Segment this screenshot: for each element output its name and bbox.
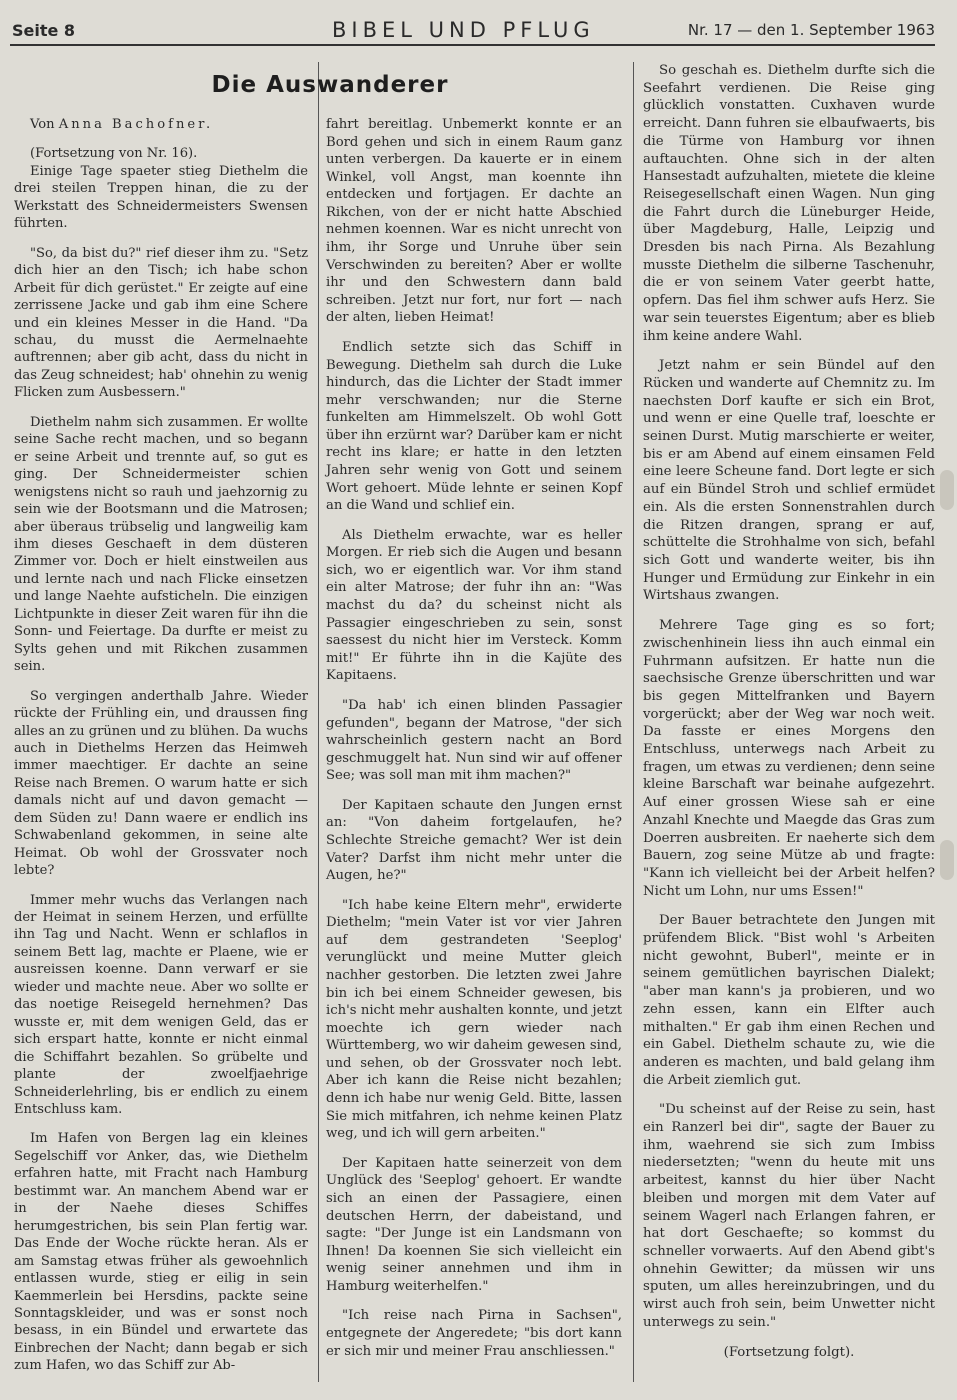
issue-date: Nr. 17 — den 1. September 1963 bbox=[687, 21, 935, 39]
text-column-1 bbox=[14, 116, 308, 1387]
column-divider bbox=[318, 62, 319, 1382]
paragraph: So geschah es. Diethelm durfte sich die Seefahrt verdienen. Die Reise ging glücklich vonstatten. Cuxhaven wurde erreicht. Dann fuhren sie elbaufwaerts, bis die Türme von Hamburg vor ihnen auftauchten. Ohne sich in der alten Hansestadt aufzuhalten, mietete die kleine Reisegesellschaft einen Wagen. Nun ging die Fahrt durch die Lüneburger Heide, über Magdeburg, Halle, Leipzig und Dresden bis nach Pirna. Als Bezahlung musste Diethelm die silberne Taschenuhr, die er von seinem Vater geerbt hatte, opfern. Das fiel ihm schwer aufs Herz. Sie war sein teuerstes Eigentum; aber es blieb ihm keine andere Wahl. bbox=[643, 63, 935, 344]
text-column-2 bbox=[326, 116, 622, 1372]
continuation-note: (Fortsetzung von Nr. 16). bbox=[30, 146, 198, 162]
paragraph: fahrt bereitlag. Unbemerkt konnte er an Bord gehen und sich in einem Raum ganz unten verbergen. Da kauerte er in einem Winkel, voll Angst, man koennte ihn entdecken und fortjagen. Er dachte an Rikchen, von der er nicht hatte Abschied nehmen koennen. War es nicht unrecht von ihm, ihr Sorge und Unruhe über sein Verschwinden zu bereiten? Aber er wollte ihr und den Schwestern dann bald schreiben. Jetzt nur fort, nur fort — nach der alten, lieben Heimat! bbox=[326, 117, 622, 326]
paragraph: Endlich setzte sich das Schiff in Bewegung. Diethelm sah durch die Luke hindurch, das die Lichter der Stadt immer mehr verschwanden; nur die Sterne funkelten am Himmelszelt. Ob wohl Gott über ihn erzürnt war? Darüber kam er nicht recht ins klare; er hatte in den letzten Jahren sehr wenig von Gott und seinem Wort gehoert. Müde lehnte er seinen Kopf an die Wand und schlief ein. bbox=[326, 339, 622, 514]
paragraph: Der Bauer betrachtete den Jungen mit prüfendem Blick. "Bist wohl 's Arbeiten nicht gewohnt, Buberl", meinte er in seinem gemütlichen bayrischen Dialekt; "aber man kann's ja probieren, und wo zehn essen, kann ein Elfter auch mithalten." Er gab ihm einen Rechen und ein Gabel. Diethelm schaute zu, wie die anderen es machten, und bald gelang ihm die Arbeit ziemlich gut. bbox=[643, 913, 935, 1088]
publication-title: BIBEL UND PFLUG bbox=[332, 18, 595, 42]
text-column-3 bbox=[643, 62, 935, 1373]
byline-prefix: Von bbox=[30, 117, 55, 132]
column-divider bbox=[633, 62, 634, 1382]
paragraph: Immer mehr wuchs das Verlangen nach der Heimat in seinem Herzen, und erfüllte ihn Tag und Nacht. Wenn er schlaflos in seinem Bett lag, machte er Plaene, wie er ausreissen koenne. Dann verwarf er sie wieder und machte neue. Aber wo sollte er das noetige Reisegeld hernehmen? Das wusste er, mit dem wenigen Geld, das er sich erspart hatte, konnte er nicht einmal die Schiffahrt bezahlen. So grübelte und plante der zwoelfjaehrige Schneiderlehrling, bis er endlich zu einem Entschluss kam. bbox=[14, 892, 308, 1118]
author-name: Anna Bachofner. bbox=[58, 117, 214, 132]
paragraph: "Ich habe keine Eltern mehr", erwiderte Diethelm; "mein Vater ist vor vier Jahren auf dem gestrandeten 'Seeplog' verunglückt und meine Mutter gleich nachher gestorben. Die letzten zwei Jahre bin ich bei einem Schneider gewesen, bis ich's nicht mehr aushalten konnte, und jetzt moechte ich gern wieder nach Württemberg, wo wir daheim gewesen sind, und sehen, ob der Grossvater noch lebt. Aber ich kann die Reise nicht bezahlen; denn ich habe nur wenig Geld. Bitte, lassen Sie mich mitfahren, ich nehme keinen Platz weg, und ich will gern arbeiten." bbox=[326, 897, 622, 1142]
paragraph: Jetzt nahm er sein Bündel auf den Rücken und wanderte auf Chemnitz zu. Im naechsten Dorf kaufte er sich ein Brot, und wenn er eine Quelle traf, loeschte er seinen Durst. Mutig marschierte er weiter, bis er am Abend auf einem einsamen Feld eine leere Scheune fand. Dort legte er sich auf ein Bündel Stroh und schlief ermüdet ein. Als die ersten Sonnenstrahlen durch die Ritzen drangen, sprang er auf, schüttelte die Strohhalme von sich, befahl sich Gott und wanderte weiter, bis ihn Hunger und Ermüdung zur Einkehr in ein Wirtshaus zwangen. bbox=[643, 358, 935, 604]
binding-hole bbox=[940, 470, 954, 510]
paragraph: Der Kapitaen schaute den Jungen ernst an: "Von daheim fortgelaufen, he? Schlechte Streiche gemacht? Wer ist dein Vater? Darfst ihm nicht mehr unter die Augen, he?" bbox=[326, 797, 622, 884]
page-number: Seite 8 bbox=[12, 21, 76, 40]
paragraph: So vergingen anderthalb Jahre. Wieder rückte der Frühling ein, und draussen fing alles an zu grünen und zu blühen. Da wuchs auch in Diethelms Herzen das Heimweh immer maechtiger. Er dachte an seine Reise nach Bremen. O warum hatte er sich damals nicht auf und davon gemacht — dem Süden zu! Dann waere er endlich ins Schwabenland gekommen, in seine alte Heimat. Ob wohl der Grossvater noch lebte? bbox=[14, 688, 308, 879]
binding-hole bbox=[940, 840, 954, 880]
paragraph: Als Diethelm erwachte, war es heller Morgen. Er rieb sich die Augen und besann sich, wo er eigentlich war. Vor ihm stand ein alter Matrose; der fuhr ihn an: "Was machst du da? du scheinst nicht als Passagier eingeschrieben zu sein, sonst saessest du nicht hier im Versteck. Komm mit!" Er führte ihn in die Kajüte des Kapitaens. bbox=[326, 527, 622, 684]
article-title: Die Auswanderer bbox=[211, 72, 449, 98]
paragraph: "So, da bist du?" rief dieser ihm zu. "Setz dich hier an den Tisch; ich habe schon Arbeit für dich gerüstet." Er zeigte auf eine zerrissene Jacke und gab ihm eine Schere und ein kleines Messer in die Hand. "Da schau, du musst die Aermelnaehte auftrennen; aber gib acht, dass du nicht in das Zeug schneidest; hab' ohnehin zu wenig Flicken zum Ausbessern." bbox=[14, 245, 308, 401]
paragraph: Im Hafen von Bergen lag ein kleines Segelschiff vor Anker, das, wie Diethelm erfahren hatte, mit Fracht nach Hamburg bestimmt war. An manchem Abend war er in der Naehe dieses Schiffes herumgestrichen, bis sein Plan fertig war. Das Ende der Woche rückte heran. Als er am Samstag etwas früher als gewoehnlich entlassen wurde, stieg er eilig in sein Kaemmerlein bei Hersdins, packte seine Sonntagskleider, und was er sonst noch besass, in ein Bündel und erwartete das Einbrechen der Nacht; dann begab er sich zum Hafen, wo das Schiff zur Ab- bbox=[14, 1131, 308, 1374]
paragraph: Der Kapitaen hatte seinerzeit von dem Unglück des 'Seeplog' gehoert. Er wandte sich an einen der Passagiere, einen deutschen Herrn, der dabeistand, und sagte: "Der Junge ist ein Landsmann von Ihnen! Da koennen Sie sich vielleicht ein wenig seiner annehmen und ihm in Hamburg weiterhelfen." bbox=[326, 1155, 622, 1294]
paragraph: Diethelm nahm sich zusammen. Er wollte seine Sache recht machen, und so begann er seine Arbeit und trennte auf, so gut es ging. Der Schneidermeister schien wenigstens nicht so rauh und jaehzornig zu sein wie der Bootsmann und die Matrosen; aber überaus trübselig und langweilig kam ihm dieses Geschaeft in dem düsteren Zimmer vor. Doch er hielt einstweilen aus und lernte nach und nach Flicke einsetzen und lange Naehte aufsticheln. Die einzigen Lichtpunkte in dieser Zeit waren für ihn die Sonn- und Feiertage. Da durfte er meist zu Sylts gehen und mit Rikchen zusammen sein. bbox=[14, 414, 308, 675]
to-be-continued: (Fortsetzung folgt). bbox=[723, 1344, 855, 1360]
paragraph: Mehrere Tage ging es so fort; zwischenhinein liess ihn auch einmal ein Fuhrmann aufsitzen. Er hatte nun die saechsische Grenze überschritten und war bis gegen Mittelfranken und Bayern vorgerückt; aber der Weg war noch weit. Da fasste er eines Morgens den Entschluss, unterwegs nach Arbeit zu fragen, um etwas zu verdienen; denn seine kleine Barschaft war beinahe aufgezehrt. Auf einer grossen Wiese sah er eine Anzahl Knechte und Maegde das Gras zum Doerren ausbreiten. Er naeherte sich dem Bauern, zog seine Mütze ab und fragte: "Kann ich vielleicht bei der Arbeit helfen? Nicht um Lohn, nur ums Essen!" bbox=[643, 618, 935, 899]
paragraph: Einige Tage spaeter stieg Diethelm die drei steilen Treppen hinan, die zu der Werkstatt des Schneidermeisters Swensen führten. bbox=[14, 163, 308, 232]
header-rule bbox=[10, 44, 935, 46]
page-header bbox=[10, 16, 935, 44]
paragraph: "Ich reise nach Pirna in Sachsen", entgegnete der Angeredete; "bis dort kann er sich mir und meiner Frau anschliessen." bbox=[326, 1308, 622, 1359]
paragraph: "Da hab' ich einen blinden Passagier gefunden", begann der Matrose, "der sich wahrscheinlich gestern nacht an Bord geschmuggelt hat. Nun sind wir auf offener See; was soll man mit ihm machen?" bbox=[326, 697, 622, 784]
paragraph: "Du scheinst auf der Reise zu sein, hast ein Ranzerl bei dir", sagte der Bauer zu ihm, waehrend sie sich zum Imbiss niedersetzten; "wenn du heute mit uns arbeitest, kannst du hier über Nacht bleiben und morgen mit dem Vater auf seinem Wagerl nach Erlangen fahren, er hat dort Geschaefte; so kommst du schneller vorwaerts. Auf den Abend gibt's ohnehin Gewitter; da müssen wir uns sputen, um alles hereinzubringen, und du wirst auch froh sein, beim Unwetter nicht unterwegs zu sein." bbox=[643, 1102, 935, 1330]
byline bbox=[14, 116, 308, 133]
